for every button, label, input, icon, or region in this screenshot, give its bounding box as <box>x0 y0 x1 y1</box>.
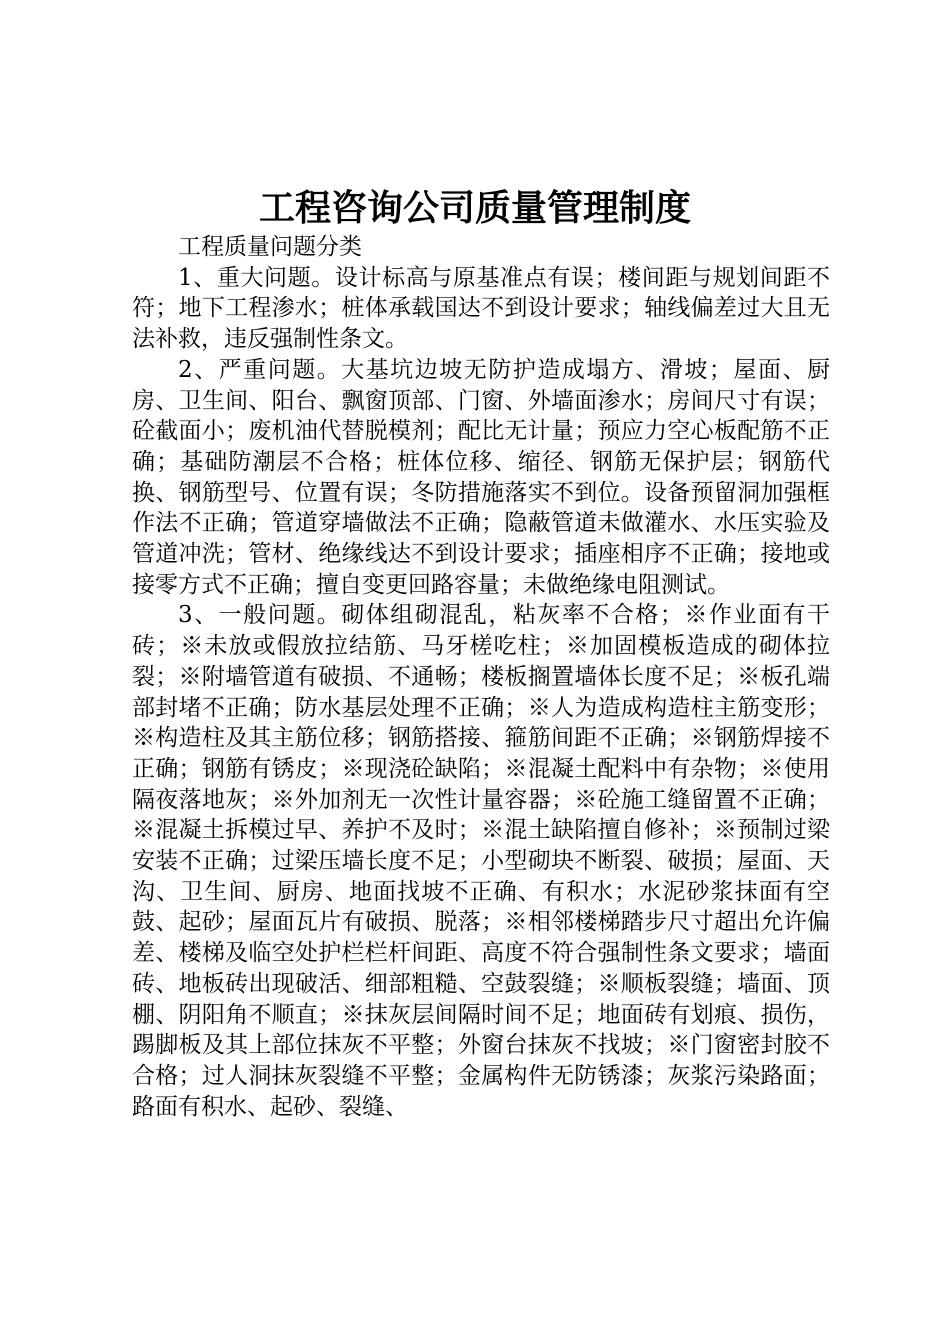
document-title: 工程咨询公司质量管理制度 <box>258 187 691 229</box>
document-body <box>132 232 830 1122</box>
section-heading: 工程质量问题分类 <box>178 234 362 260</box>
paragraph-serious-issues: 2、严重问题。大基坑边坡无防护造成塌方、滑坡；屋面、厨房、卫生间、阳台、飘窗顶部、门窗、外墙面渗水；房间尺寸有误；砼截面小；废机油代替脱模剂；配比无计量；预应力空心板配筋不正确；基础防潮层不合格；桩体位移、缩径、钢筋无保护层；钢筋代换、钢筋型号、位置有误；冬防措施落实不到位。设备预留洞加强框作法不正确；管道穿墙做法不正确；隐蔽管道未做灌水、水压实验及管道冲洗；管材、绝缘线达不到设计要求；插座相序不正确；接地或接零方式不正确；擅自变更回路容量；未做绝缘电阻测试。 <box>132 356 830 598</box>
paragraph-general-issues: 3、一般问题。砌体组砌混乱，粘灰率不合格；※作业面有干砖；※未放或假放拉结筋、马牙槎吃柱；※加固模板造成的砌体拉裂；※附墙管道有破损、不通畅；楼板搁置墙体长度不足；※板孔端部封堵不正确；防水基层处理不正确；※人为造成构造柱主筋变形；※构造柱及其主筋位移；钢筋搭接、箍筋间距不正确；※钢筋焊接不正确；钢筋有锈皮；※现浇砼缺陷；※混凝土配料中有杂物；※使用隔夜落地灰；※外加剂无一次性计量容器；※砼施工缝留置不正确；※混凝土拆模过早、养护不及时；※混土缺陷擅自修补；※预制过梁安装不正确；过梁压墙长度不足；小型砌块不断裂、破损；屋面、天沟、卫生间、厨房、地面找坡不正确、有积水；水泥砂浆抹面有空鼓、起砂；屋面瓦片有破损、脱落；※相邻楼梯踏步尺寸超出允许偏差、楼梯及临空处护栏栏杆间距、高度不符合强制性条文要求；墙面砖、地板砖出现破活、细部粗糙、空鼓裂缝；※顺板裂缝；墙面、顶棚、阴阳角不顺直；※抹灰层间隔时间不足；地面砖有划痕、损伤，踢脚板及其上部位抹灰不平整；外窗台抹灰不找坡；※门窗密封胶不合格；过人洞抹灰裂缝不平整；金属构件无防锈漆；灰浆污染路面；路面有积水、起砂、裂缝、 <box>132 602 830 1120</box>
paragraph-major-issues: 1、重大问题。设计标高与原基准点有误；楼间距与规划间距不符；地下工程渗水；桩体承载国达不到设计要求；轴线偏差过大且无法补救，违反强制性条文。 <box>132 264 830 353</box>
